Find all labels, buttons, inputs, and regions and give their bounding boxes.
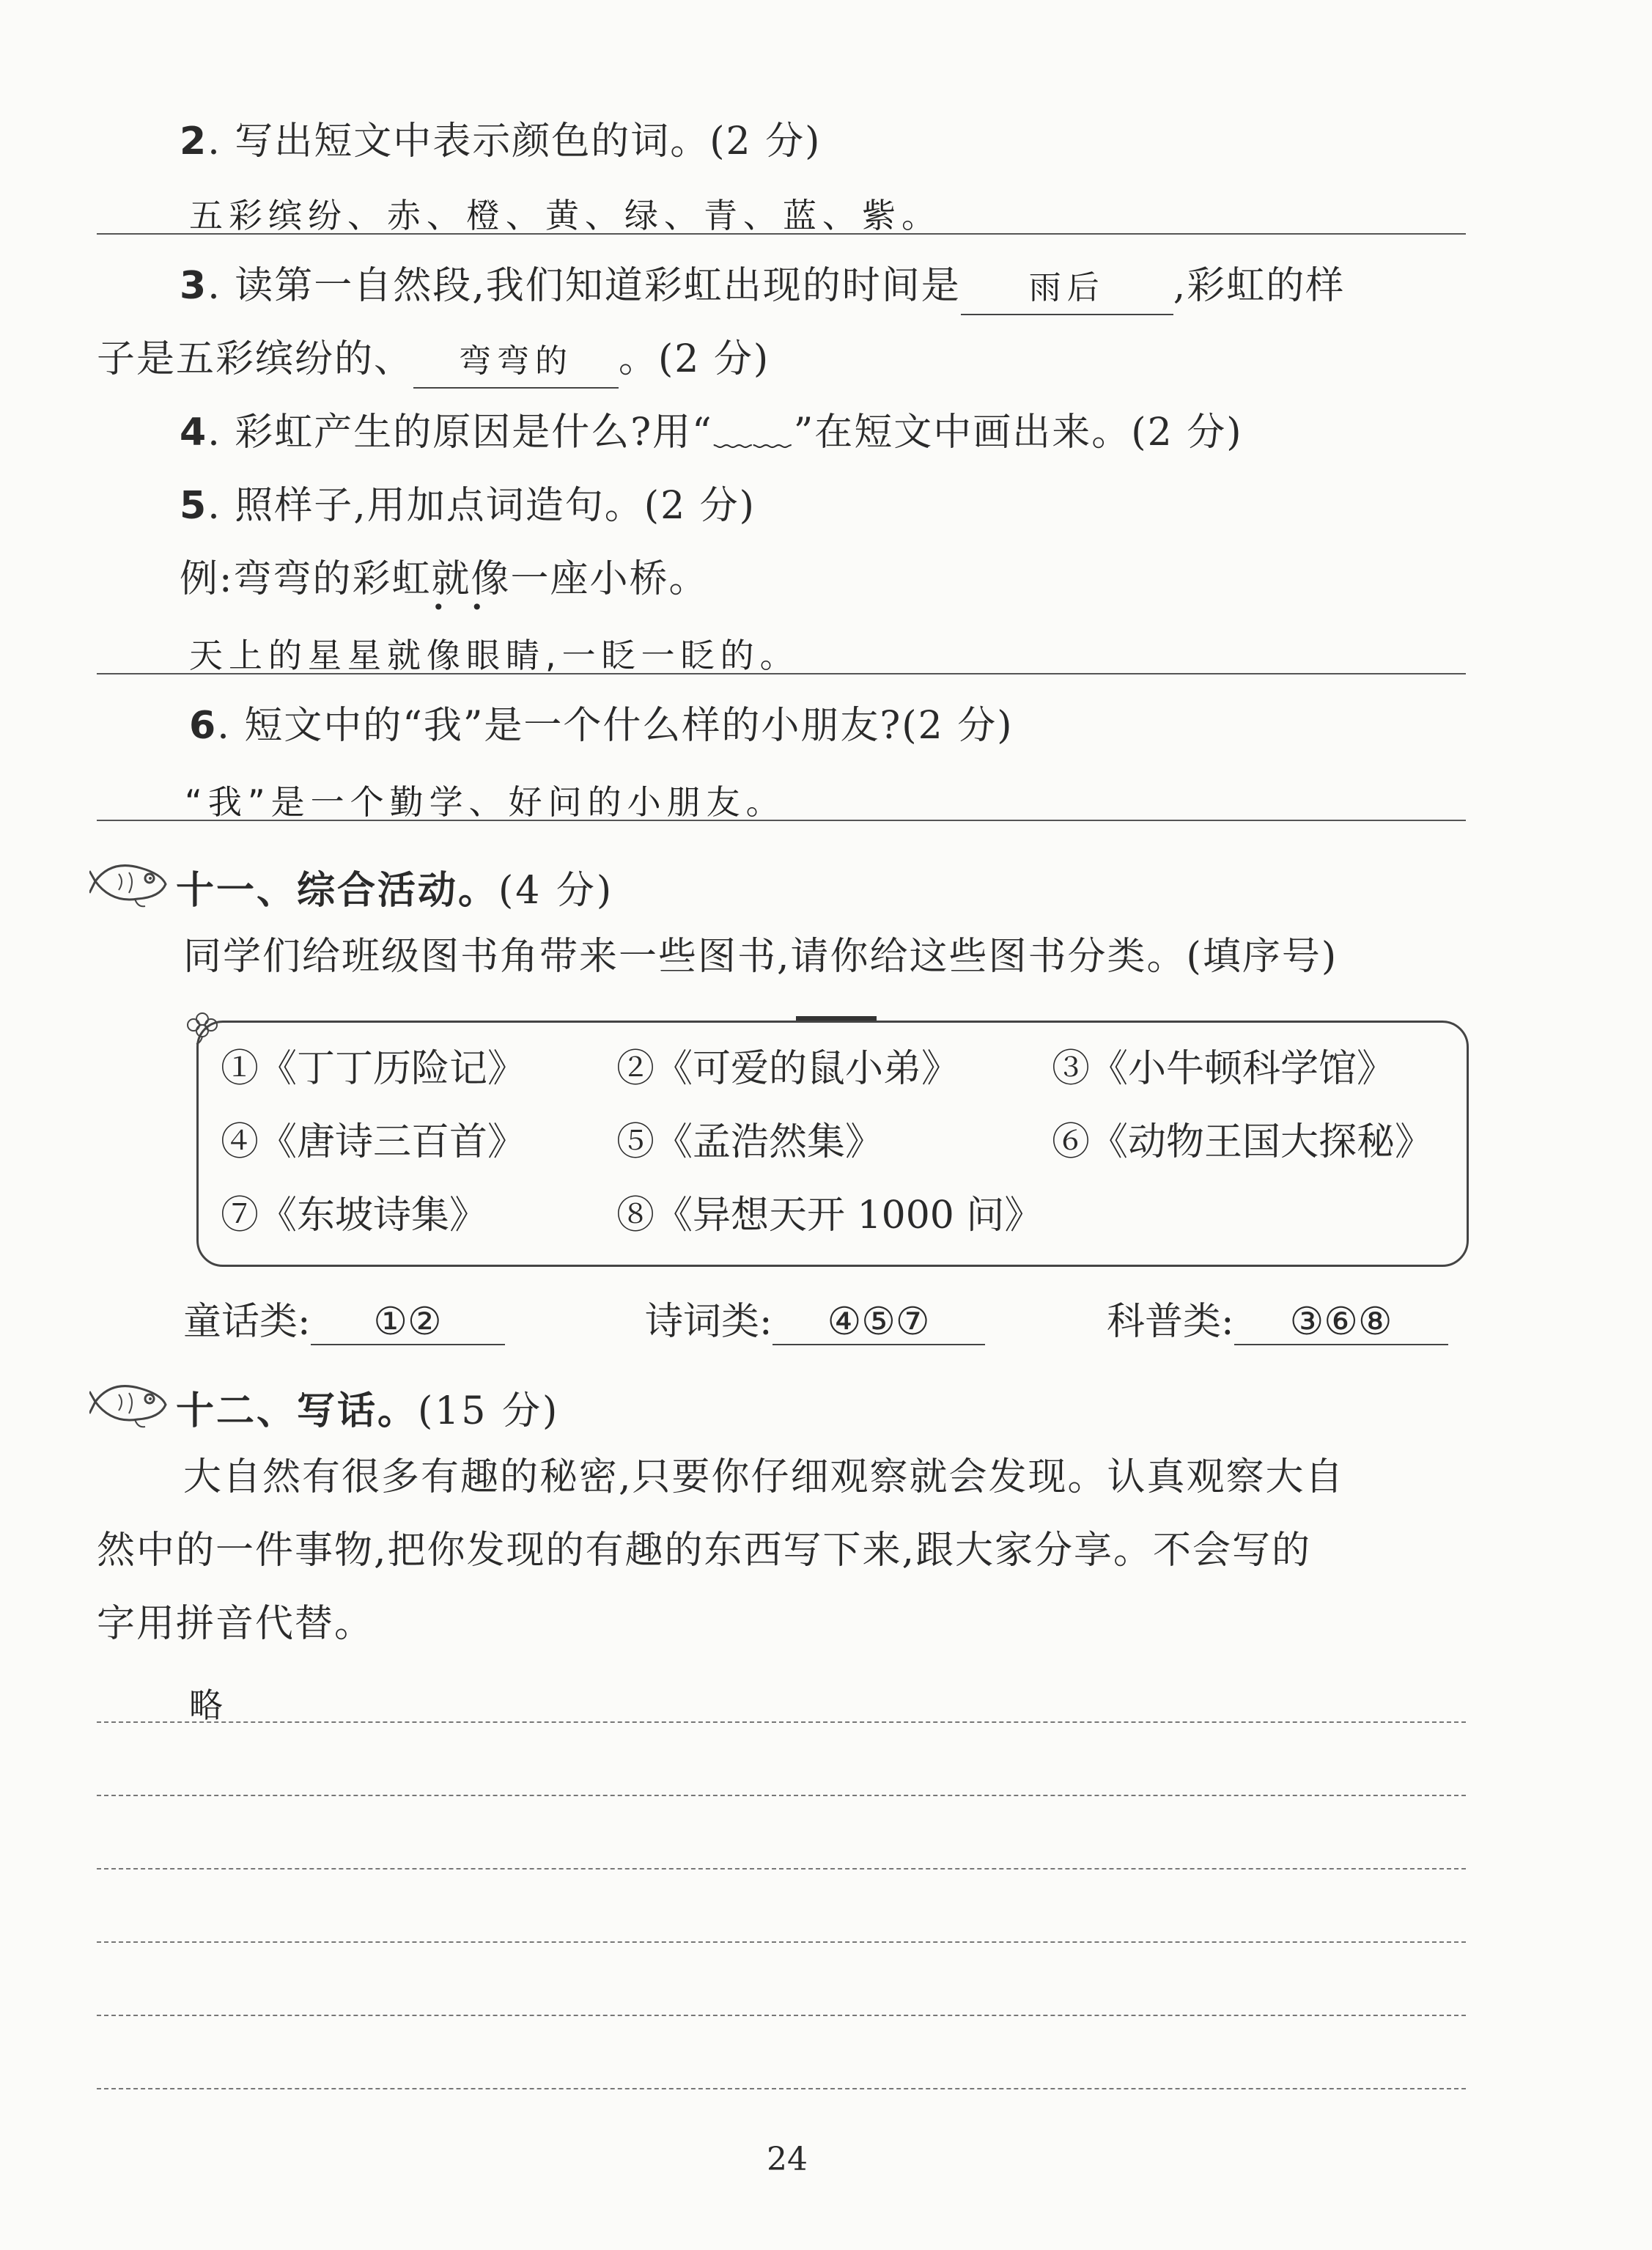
book-item: ③《小牛顿科学馆》 bbox=[1052, 1047, 1395, 1091]
q6-prompt bbox=[189, 700, 1013, 751]
writing-line bbox=[97, 1941, 1466, 1943]
q2-text: . 写出短文中表示颜色的词。(2 分) bbox=[207, 120, 822, 163]
book-item: ⑤《孟浩然集》 bbox=[616, 1120, 884, 1164]
book-item: ②《可爱的鼠小弟》 bbox=[616, 1047, 960, 1091]
q5-example bbox=[180, 554, 709, 620]
q4-prompt bbox=[180, 407, 1243, 458]
book-item: ⑧《异想天开 1000 问》 bbox=[616, 1194, 1043, 1238]
q3-line1 bbox=[180, 260, 1345, 315]
q5-answer: 天上的星星就像眼睛,一眨一眨的。 bbox=[189, 636, 800, 675]
cat2-answer: ④⑤⑦ bbox=[772, 1300, 985, 1345]
q6-answer-line bbox=[97, 820, 1466, 821]
q5-number: 5 bbox=[180, 484, 208, 528]
q5-dotted-text: 就像 bbox=[431, 557, 511, 601]
s11-intro: 同学们给班级图书角带来一些图书,请你给这些图书分类。(填序号) bbox=[183, 935, 1338, 979]
s12-instruction-line3: 字用拼音代替。 bbox=[97, 1602, 375, 1646]
q3-line2 bbox=[97, 334, 770, 389]
cat3-label: 科普类: bbox=[1107, 1300, 1234, 1344]
cat1-answer: ①② bbox=[311, 1300, 505, 1345]
q3-answer1: 雨后 bbox=[961, 262, 1173, 315]
book-list-box bbox=[196, 1021, 1469, 1267]
s12-instruction-line2: 然中的一件事物,把你发现的有趣的东西写下来,跟大家分享。不会写的 bbox=[97, 1529, 1312, 1573]
fish-icon bbox=[89, 852, 170, 911]
category-science bbox=[1107, 1290, 1448, 1345]
q4-text-a: . 彩虹产生的原因是什么?用“ bbox=[207, 411, 713, 455]
book-item: ①《丁丁历险记》 bbox=[221, 1047, 526, 1091]
s12-heading bbox=[176, 1380, 559, 1435]
cat3-answer: ③⑥⑧ bbox=[1234, 1300, 1448, 1345]
cat2-label: 诗词类: bbox=[645, 1300, 772, 1344]
writing-line bbox=[97, 1868, 1466, 1870]
q5-emphasis-dots: •• bbox=[432, 595, 510, 620]
q5-example-prefix: 例:弯弯的彩虹 bbox=[180, 557, 432, 601]
s11-points: (4 分) bbox=[498, 869, 614, 913]
cat1-label: 童话类: bbox=[183, 1300, 311, 1344]
writing-line bbox=[97, 2015, 1466, 2016]
book-item: ⑥《动物王国大探秘》 bbox=[1052, 1120, 1434, 1164]
q5-answer-line bbox=[97, 673, 1466, 674]
s12-points: (15 分) bbox=[418, 1389, 560, 1433]
q5-example-dotted-word bbox=[431, 554, 511, 620]
q6-number: 6 bbox=[189, 704, 218, 748]
fish-icon bbox=[89, 1372, 170, 1431]
category-fairy-tale bbox=[183, 1290, 505, 1345]
q3-text-d: 。(2 分) bbox=[619, 337, 770, 381]
q4-number: 4 bbox=[180, 411, 208, 455]
q2-answer: 五彩缤纷、赤、橙、黄、绿、青、蓝、紫。 bbox=[189, 196, 941, 235]
writing-line bbox=[97, 1795, 1466, 1796]
s11-heading bbox=[176, 859, 613, 914]
s12-answer: 略 bbox=[189, 1685, 229, 1725]
q5-text: . 照样子,用加点词造句。(2 分) bbox=[207, 484, 756, 528]
q3-text-a: . 读第一自然段,我们知道彩虹出现的时间是 bbox=[207, 264, 961, 308]
q6-answer: “我”是一个勤学、好问的小朋友。 bbox=[185, 782, 786, 822]
q3-answer2: 弯弯的 bbox=[413, 336, 619, 389]
q2-prompt bbox=[180, 116, 821, 167]
q2-number: 2 bbox=[180, 120, 208, 163]
page-number: 24 bbox=[767, 2141, 808, 2178]
book-item: ④《唐诗三百首》 bbox=[221, 1120, 526, 1164]
category-poetry bbox=[645, 1290, 985, 1345]
q2-answer-line bbox=[97, 233, 1466, 235]
q3-text-b: ,彩虹的样 bbox=[1173, 264, 1346, 308]
q3-number: 3 bbox=[180, 264, 208, 308]
q6-text: . 短文中的“我”是一个什么样的小朋友?(2 分) bbox=[217, 704, 1014, 748]
q3-text-c: 子是五彩缤纷的、 bbox=[97, 337, 414, 381]
q4-text-b: ”在短文中画出来。(2 分) bbox=[793, 411, 1243, 455]
writing-line bbox=[97, 2088, 1466, 2089]
s12-instruction-line1: 大自然有很多有趣的秘密,只要你仔细观察就会发现。认真观察大自 bbox=[183, 1455, 1345, 1499]
q5-prompt bbox=[180, 480, 756, 532]
s11-title: 十一、综合活动。 bbox=[176, 869, 499, 913]
q4-wavy-mark: ﹏﹏ bbox=[713, 411, 793, 455]
book-item: ⑦《东坡诗集》 bbox=[221, 1194, 488, 1238]
s12-title: 十二、写话。 bbox=[176, 1389, 418, 1433]
q5-example-suffix: 一座小桥。 bbox=[510, 557, 709, 601]
writing-line bbox=[97, 1721, 1466, 1723]
